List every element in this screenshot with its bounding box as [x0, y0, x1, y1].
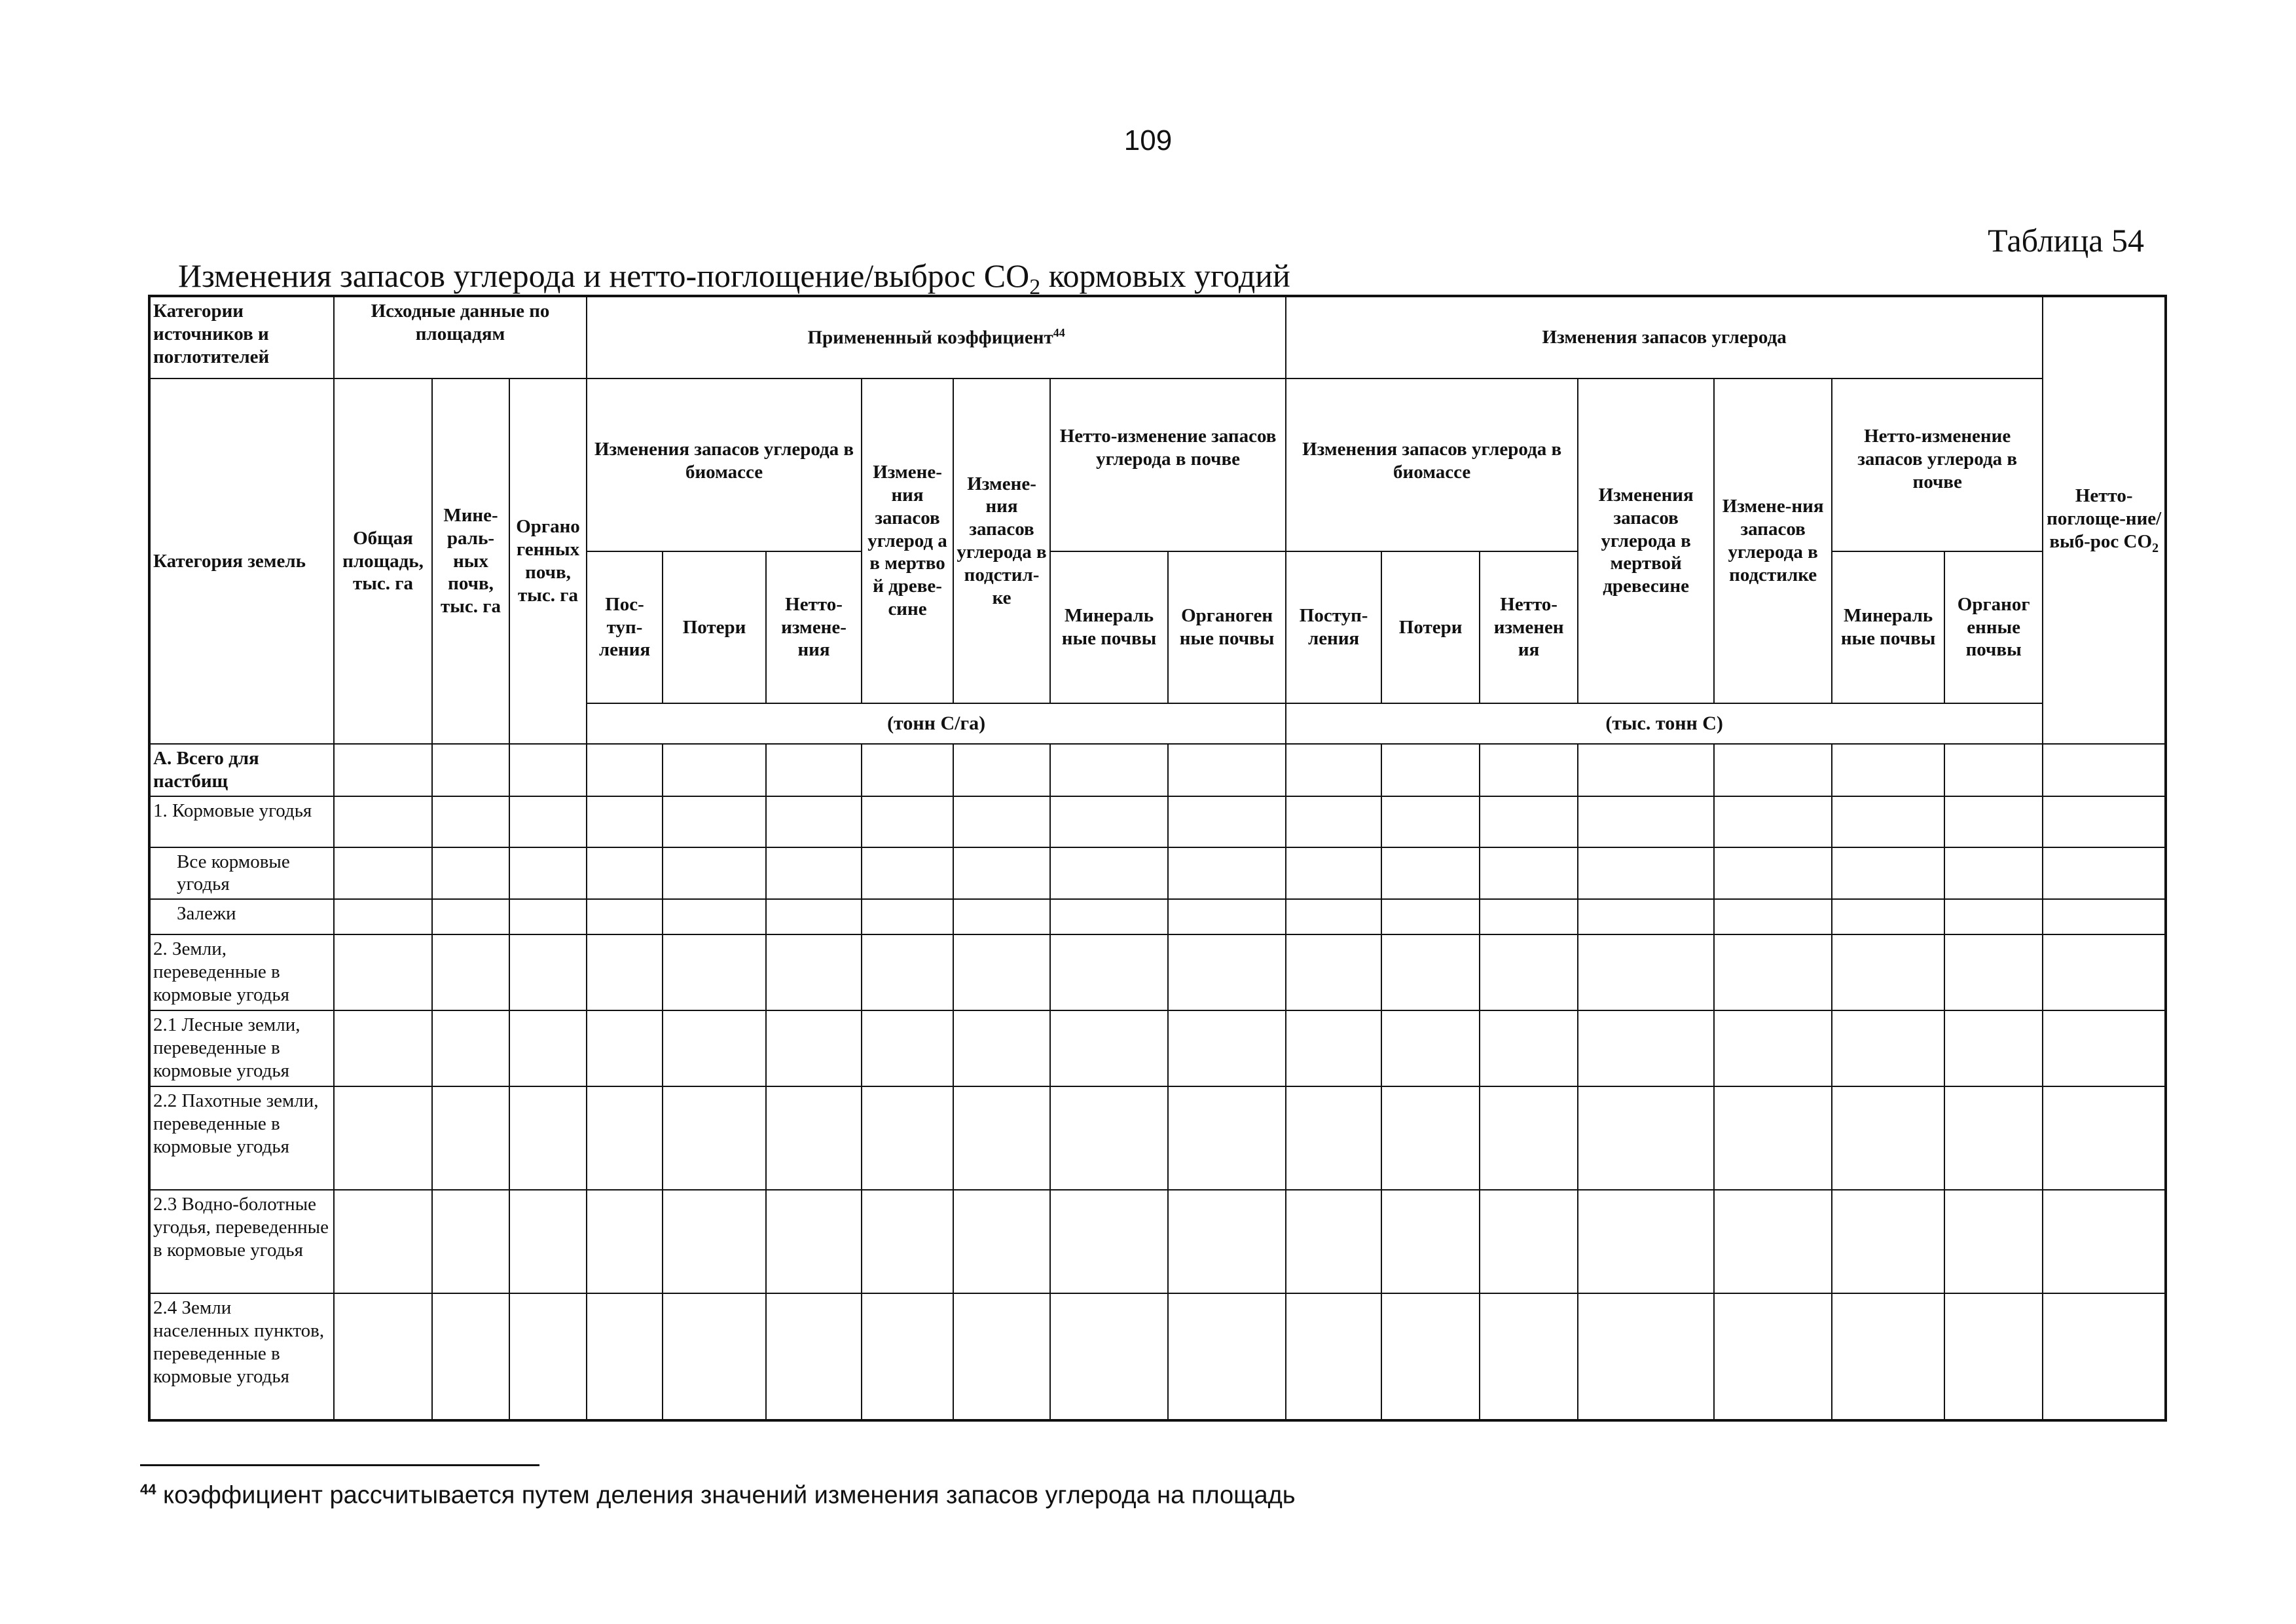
- empty-cell: [509, 796, 587, 847]
- empty-cell: [1381, 1010, 1480, 1086]
- header-applied-coefficient: Примененный коэффициент$^{44}$: [587, 296, 1286, 378]
- header-net-coef: Нетто-измене-ния: [766, 551, 862, 703]
- empty-cell: [1381, 847, 1480, 900]
- empty-cell: [509, 1086, 587, 1190]
- empty-cell: [862, 1293, 953, 1420]
- empty-cell: [953, 744, 1050, 796]
- empty-cell: [2043, 1293, 2166, 1420]
- empty-cell: [334, 899, 432, 934]
- footnote-rule: [140, 1464, 539, 1466]
- empty-cell: [766, 1190, 862, 1293]
- empty-cell: [1286, 1293, 1381, 1420]
- empty-cell: [432, 1293, 509, 1420]
- row-label: 2.1 Лесные земли, переведенные в кормовые угодья: [149, 1010, 334, 1086]
- empty-cell: [432, 744, 509, 796]
- empty-cell: [2043, 744, 2166, 796]
- row-label: Залежи: [149, 899, 334, 934]
- empty-cell: [587, 1293, 663, 1420]
- empty-cell: [953, 899, 1050, 934]
- empty-cell: [1480, 1010, 1578, 1086]
- empty-cell: [2043, 1086, 2166, 1190]
- empty-cell: [1286, 899, 1381, 934]
- empty-cell: [1286, 796, 1381, 847]
- empty-cell: [587, 1010, 663, 1086]
- empty-cell: [587, 934, 663, 1010]
- header-row-1: [149, 296, 2166, 378]
- empty-cell: [1168, 1086, 1286, 1190]
- empty-cell: [1286, 1010, 1381, 1086]
- empty-cell: [766, 847, 862, 900]
- empty-cell: [1050, 1010, 1168, 1086]
- header-losses-abs: Потери: [1381, 551, 1480, 703]
- table-row: [149, 1086, 2166, 1190]
- empty-cell: [1832, 1190, 1944, 1293]
- table-row: [149, 1293, 2166, 1420]
- empty-cell: [432, 1086, 509, 1190]
- header-carbon-changes: Изменения запасов углерода: [1286, 296, 2043, 378]
- empty-cell: [1944, 1293, 2043, 1420]
- header-total-area: Общая площадь, тыс. га: [334, 378, 432, 744]
- empty-cell: [663, 796, 766, 847]
- empty-cell: [2043, 1190, 2166, 1293]
- empty-cell: [1050, 744, 1168, 796]
- empty-cell: [663, 744, 766, 796]
- header-litter-abs: Измене-ния запасов углерода в подстилке: [1714, 378, 1832, 703]
- header-net-abs: Нетто-изменен ия: [1480, 551, 1578, 703]
- empty-cell: [334, 934, 432, 1010]
- empty-cell: [1050, 796, 1168, 847]
- empty-cell: [1714, 934, 1832, 1010]
- empty-cell: [1944, 1190, 2043, 1293]
- empty-cell: [432, 934, 509, 1010]
- row-label: 1. Кормовые угодья: [149, 796, 334, 847]
- empty-cell: [509, 934, 587, 1010]
- empty-cell: [2043, 796, 2166, 847]
- table-row: [149, 934, 2166, 1010]
- units-carbon: (тыс. тонн С): [1286, 703, 2043, 744]
- empty-cell: [1714, 1010, 1832, 1086]
- empty-cell: [432, 1010, 509, 1086]
- header-biomass-coef: Изменения запасов углерода в биомассе: [587, 378, 862, 551]
- empty-cell: [1050, 1293, 1168, 1420]
- empty-cell: [1832, 847, 1944, 900]
- empty-cell: [953, 1086, 1050, 1190]
- header-dead-wood-abs: Изменения запасов углерода в мертвой древесине: [1578, 378, 1714, 703]
- empty-cell: [1286, 744, 1381, 796]
- units-coefficient: (тонн С/га): [587, 703, 1286, 744]
- empty-cell: [1578, 796, 1714, 847]
- empty-cell: [1832, 1010, 1944, 1086]
- empty-cell: [862, 847, 953, 900]
- empty-cell: [1286, 934, 1381, 1010]
- header-net-removal: Нетто-поглоще-ние/выб-рос $СО_2$: [2043, 296, 2166, 744]
- empty-cell: [663, 1086, 766, 1190]
- empty-cell: [1944, 1086, 2043, 1190]
- row-label: 2.4 Земли населенных пунктов, переведенные в кормовые угодья: [149, 1293, 334, 1420]
- empty-cell: [1168, 796, 1286, 847]
- row-label: 2.2 Пахотные земли, переведенные в кормовые угодья: [149, 1086, 334, 1190]
- empty-cell: [334, 847, 432, 900]
- header-mineral-soils-coef: Минераль ные почвы: [1050, 551, 1168, 703]
- header-row-2: [149, 378, 2166, 551]
- table-row: [149, 1010, 2166, 1086]
- empty-cell: [1714, 1190, 1832, 1293]
- empty-cell: [766, 744, 862, 796]
- header-soil-net-coef: Нетто-изменение запасов углерода в почве: [1050, 378, 1286, 551]
- empty-cell: [1944, 744, 2043, 796]
- empty-cell: [1832, 899, 1944, 934]
- empty-cell: [334, 796, 432, 847]
- header-mineral-soils-abs: Минераль ные почвы: [1832, 551, 1944, 703]
- empty-cell: [1944, 847, 2043, 900]
- empty-cell: [1381, 934, 1480, 1010]
- empty-cell: [663, 1010, 766, 1086]
- empty-cell: [1480, 1293, 1578, 1420]
- empty-cell: [953, 1190, 1050, 1293]
- header-organic-soils-abs: Органог енные почвы: [1944, 551, 2043, 703]
- empty-cell: [334, 1010, 432, 1086]
- header-land-category: Категория земель: [149, 378, 334, 744]
- header-biomass-abs: Изменения запасов углерода в биомассе: [1286, 378, 1578, 551]
- empty-cell: [663, 1293, 766, 1420]
- empty-cell: [334, 744, 432, 796]
- empty-cell: [1944, 934, 2043, 1010]
- empty-cell: [766, 796, 862, 847]
- empty-cell: [1168, 934, 1286, 1010]
- empty-cell: [1714, 1293, 1832, 1420]
- empty-cell: [862, 1190, 953, 1293]
- empty-cell: [509, 847, 587, 900]
- empty-cell: [1714, 744, 1832, 796]
- empty-cell: [587, 744, 663, 796]
- empty-cell: [1480, 1190, 1578, 1293]
- carbon-stock-table: [148, 295, 2167, 1422]
- empty-cell: [1286, 1086, 1381, 1190]
- empty-cell: [1480, 847, 1578, 900]
- header-dead-wood-coef: Измене-ния запасов углерод а в мертво й древе-сине: [862, 378, 953, 703]
- header-organic-soils-coef: Органоген ные почвы: [1168, 551, 1286, 703]
- empty-cell: [509, 1190, 587, 1293]
- empty-cell: [1944, 1010, 2043, 1086]
- empty-cell: [1578, 899, 1714, 934]
- header-litter-coef: Измене-ния запасов углерода в подстил-ке: [953, 378, 1050, 703]
- empty-cell: [587, 796, 663, 847]
- empty-cell: [1050, 934, 1168, 1010]
- empty-cell: [862, 1010, 953, 1086]
- empty-cell: [862, 1086, 953, 1190]
- table-label: Таблица 54: [1988, 222, 2144, 259]
- empty-cell: [1381, 1190, 1480, 1293]
- empty-cell: [1050, 847, 1168, 900]
- empty-cell: [334, 1190, 432, 1293]
- empty-cell: [2043, 899, 2166, 934]
- header-organic-area: Органо генных почв, тыс. га: [509, 378, 587, 744]
- empty-cell: [862, 744, 953, 796]
- empty-cell: [766, 934, 862, 1010]
- empty-cell: [587, 899, 663, 934]
- empty-cell: [953, 1293, 1050, 1420]
- table-row: [149, 1190, 2166, 1293]
- table-title: Изменения запасов углерода и нетто-поглощение/выброс $СО_2$ кормовых угодий: [178, 257, 1290, 299]
- empty-cell: [1578, 847, 1714, 900]
- empty-cell: [334, 1293, 432, 1420]
- empty-cell: [1168, 1190, 1286, 1293]
- empty-cell: [1714, 1086, 1832, 1190]
- row-label: А. Всего для пастбищ: [149, 744, 334, 796]
- empty-cell: [1168, 1010, 1286, 1086]
- empty-cell: [1050, 1086, 1168, 1190]
- empty-cell: [1944, 796, 2043, 847]
- empty-cell: [663, 1190, 766, 1293]
- empty-cell: [1381, 899, 1480, 934]
- header-gains-abs: Поступ-ления: [1286, 551, 1381, 703]
- empty-cell: [1578, 1293, 1714, 1420]
- empty-cell: [1480, 934, 1578, 1010]
- empty-cell: [1168, 744, 1286, 796]
- empty-cell: [1381, 1086, 1480, 1190]
- table-row: [149, 847, 2166, 900]
- empty-cell: [1832, 934, 1944, 1010]
- empty-cell: [862, 796, 953, 847]
- empty-cell: [2043, 847, 2166, 900]
- empty-cell: [1381, 744, 1480, 796]
- empty-cell: [1944, 899, 2043, 934]
- empty-cell: [953, 934, 1050, 1010]
- empty-cell: [1050, 1190, 1168, 1293]
- empty-cell: [953, 847, 1050, 900]
- empty-cell: [862, 899, 953, 934]
- header-mineral-area: Мине-раль-ных почв, тыс. га: [432, 378, 509, 744]
- empty-cell: [432, 1190, 509, 1293]
- empty-cell: [1578, 1010, 1714, 1086]
- header-area-group: Исходные данные по площадям: [334, 296, 587, 378]
- empty-cell: [663, 899, 766, 934]
- row-label: Все кормовые угодья: [149, 847, 334, 900]
- empty-cell: [432, 847, 509, 900]
- empty-cell: [2043, 1010, 2166, 1086]
- empty-cell: [509, 744, 587, 796]
- header-source-category: Категории источников и поглотителей: [149, 296, 334, 378]
- empty-cell: [1286, 1190, 1381, 1293]
- empty-cell: [1168, 899, 1286, 934]
- empty-cell: [953, 796, 1050, 847]
- header-gains-coef: Пос-туп-ления: [587, 551, 663, 703]
- row-label: 2.3 Водно-болотные угодья, переведенные в кормовые угодья: [149, 1190, 334, 1293]
- empty-cell: [334, 1086, 432, 1190]
- footnote: $^{44}$ коэффициент рассчитывается путем деления значений изменения запасов углерода на площадь: [140, 1481, 1296, 1509]
- empty-cell: [1480, 899, 1578, 934]
- table-row: [149, 796, 2166, 847]
- empty-cell: [1714, 796, 1832, 847]
- empty-cell: [1578, 1190, 1714, 1293]
- empty-cell: [663, 847, 766, 900]
- empty-cell: [1050, 899, 1168, 934]
- empty-cell: [766, 899, 862, 934]
- empty-cell: [509, 1010, 587, 1086]
- row-label: 2. Земли, переведенные в кормовые угодья: [149, 934, 334, 1010]
- page-number: 109: [1123, 124, 1173, 157]
- empty-cell: [509, 899, 587, 934]
- header-losses-coef: Потери: [663, 551, 766, 703]
- empty-cell: [1381, 796, 1480, 847]
- empty-cell: [663, 934, 766, 1010]
- empty-cell: [1168, 847, 1286, 900]
- empty-cell: [1714, 847, 1832, 900]
- empty-cell: [1578, 1086, 1714, 1190]
- empty-cell: [587, 1086, 663, 1190]
- empty-cell: [587, 1190, 663, 1293]
- empty-cell: [1832, 796, 1944, 847]
- empty-cell: [587, 847, 663, 900]
- empty-cell: [1832, 1293, 1944, 1420]
- empty-cell: [432, 899, 509, 934]
- table-row: [149, 744, 2166, 796]
- empty-cell: [432, 796, 509, 847]
- header-soil-net-abs: Нетто-изменение запасов углерода в почве: [1832, 378, 2043, 551]
- empty-cell: [1480, 744, 1578, 796]
- empty-cell: [1714, 899, 1832, 934]
- empty-cell: [1578, 744, 1714, 796]
- empty-cell: [1480, 1086, 1578, 1190]
- empty-cell: [1286, 847, 1381, 900]
- empty-cell: [766, 1086, 862, 1190]
- empty-cell: [766, 1010, 862, 1086]
- empty-cell: [862, 934, 953, 1010]
- table-row: [149, 899, 2166, 934]
- empty-cell: [1480, 796, 1578, 847]
- empty-cell: [1832, 744, 1944, 796]
- empty-cell: [1381, 1293, 1480, 1420]
- empty-cell: [1832, 1086, 1944, 1190]
- empty-cell: [766, 1293, 862, 1420]
- empty-cell: [509, 1293, 587, 1420]
- empty-cell: [953, 1010, 1050, 1086]
- empty-cell: [2043, 934, 2166, 1010]
- empty-cell: [1578, 934, 1714, 1010]
- empty-cell: [1168, 1293, 1286, 1420]
